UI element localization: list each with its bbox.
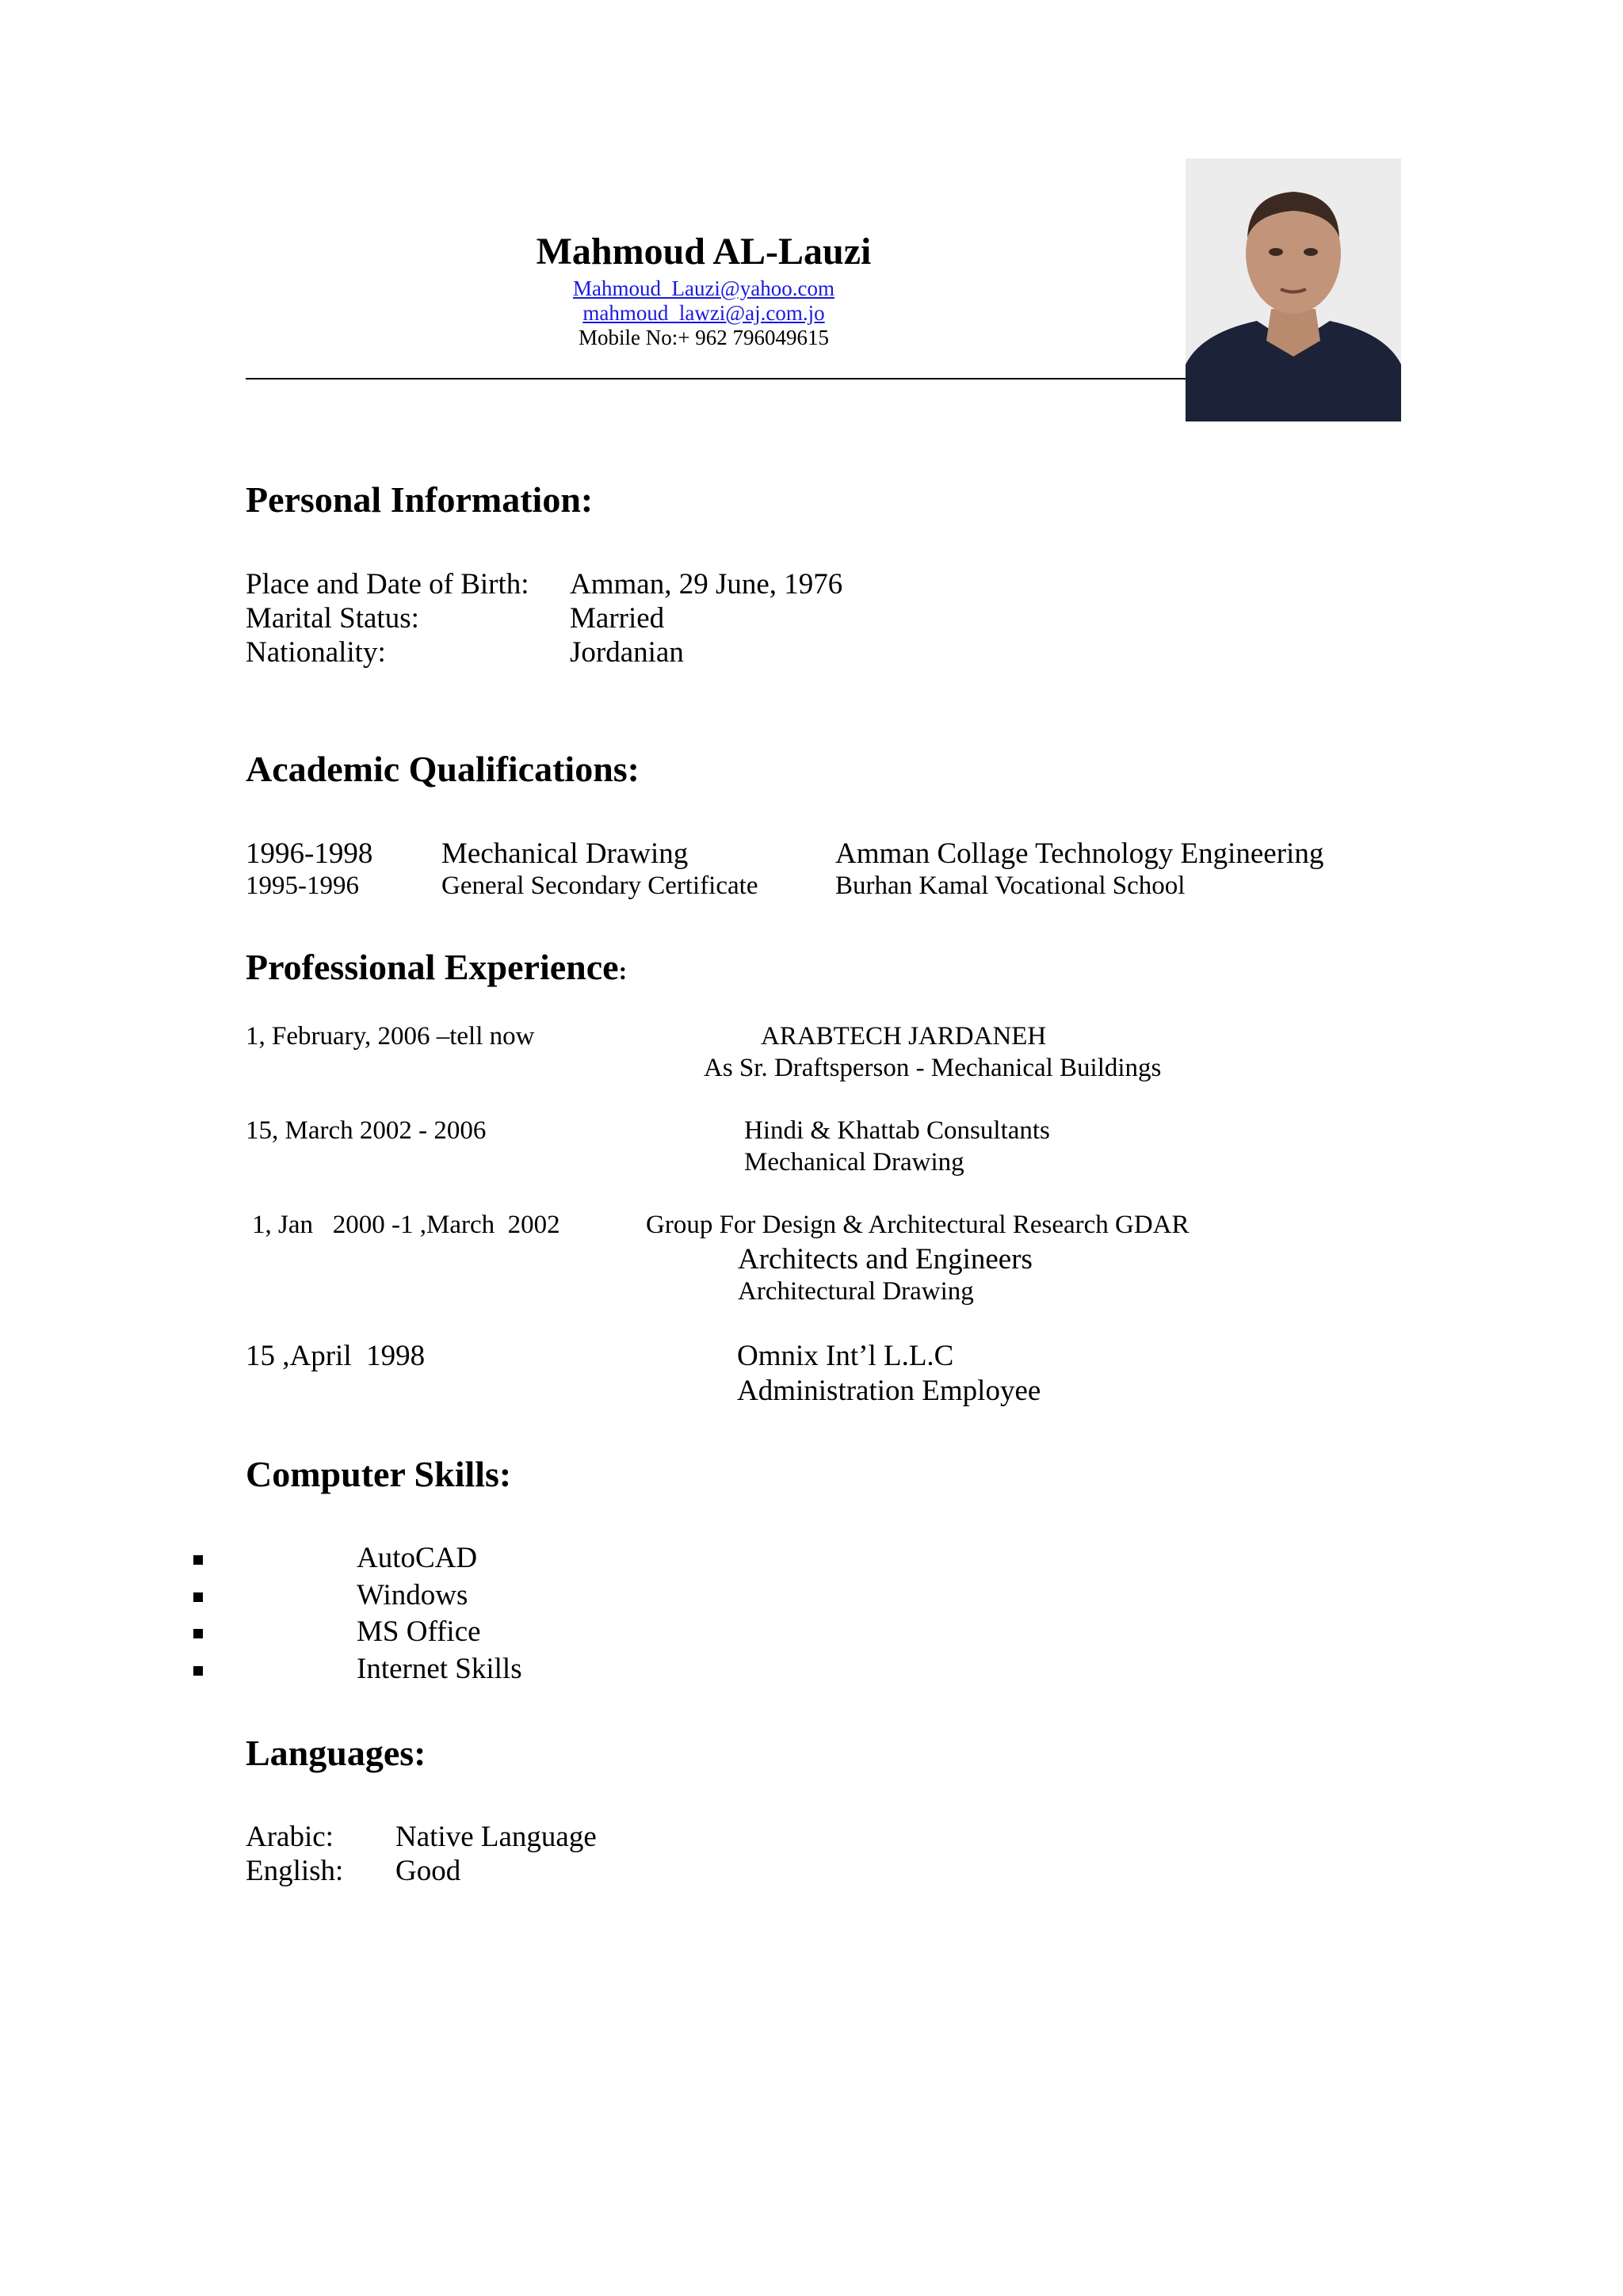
skill-item: Windows — [357, 1579, 468, 1611]
job-1-company: ARABTECH JARDANEH — [761, 1022, 1047, 1051]
academic-years-2: 1995-1996 — [246, 871, 359, 900]
language-english-level: Good — [395, 1855, 461, 1887]
academic-institution-2: Burhan Kamal Vocational School — [835, 871, 1186, 900]
skill-item: Internet Skills — [357, 1653, 522, 1685]
job-1-date: 1, February, 2006 –tell now — [246, 1022, 535, 1051]
job-3-subtitle: Architects and Engineers — [738, 1243, 1033, 1276]
language-arabic: Arabic: — [246, 1821, 334, 1853]
academic-program-2: General Secondary Certificate — [441, 871, 758, 900]
skill-item: AutoCAD — [357, 1542, 478, 1574]
job-3-date: 1, Jan 2000 -1 ,March 2002 — [252, 1211, 560, 1239]
birth-value: Amman, 29 June, 1976 — [570, 568, 843, 601]
birth-label: Place and Date of Birth: — [246, 568, 529, 601]
experience-heading-colon: : — [618, 956, 628, 985]
skill-item: MS Office — [357, 1615, 481, 1648]
academic-heading: Academic Qualifications: — [246, 749, 640, 789]
nationality-label: Nationality: — [246, 636, 386, 669]
marital-label: Marital Status: — [246, 602, 419, 635]
marital-value: Married — [570, 602, 665, 635]
nationality-value: Jordanian — [570, 636, 684, 669]
job-2-title: Mechanical Drawing — [744, 1148, 964, 1177]
languages-heading: Languages: — [246, 1733, 426, 1773]
bullet-icon — [193, 1629, 203, 1638]
job-2-date: 15, March 2002 - 2006 — [246, 1116, 487, 1145]
language-english: English: — [246, 1855, 344, 1887]
academic-years-1: 1996-1998 — [246, 837, 373, 870]
job-3-title: Architectural Drawing — [738, 1277, 974, 1306]
profile-photo — [1186, 158, 1401, 421]
experience-heading — [246, 946, 627, 988]
bullet-icon — [193, 1666, 203, 1676]
email-link-yahoo[interactable]: Mahmoud_Lauzi@yahoo.com — [572, 277, 835, 300]
job-4-title: Administration Employee — [737, 1375, 1041, 1407]
job-3-company: Group For Design & Architectural Research GDAR — [646, 1211, 1190, 1239]
experience-heading-text: Professional Experience — [246, 947, 619, 987]
bullet-icon — [193, 1555, 203, 1565]
job-4-company: Omnix Int’l L.L.C — [737, 1340, 954, 1372]
job-4-date: 15 ,April 1998 — [246, 1340, 426, 1372]
bullet-icon — [193, 1592, 203, 1602]
academic-institution-1: Amman Collage Technology Engineering — [835, 837, 1324, 870]
personal-info-heading: Personal Information: — [246, 479, 594, 520]
academic-program-1: Mechanical Drawing — [441, 837, 689, 870]
skills-heading: Computer Skills: — [246, 1454, 512, 1494]
mobile-number: Mobile No:+ 962 796049615 — [579, 326, 829, 349]
email-link-aj[interactable]: mahmoud_lawzi@aj.com.jo — [582, 301, 825, 325]
job-2-company: Hindi & Khattab Consultants — [744, 1116, 1050, 1145]
job-1-title: As Sr. Draftsperson - Mechanical Buildings — [704, 1054, 1162, 1082]
candidate-name: Mahmoud AL-Lauzi — [536, 231, 872, 273]
language-arabic-level: Native Language — [395, 1821, 597, 1853]
header-divider — [246, 378, 1187, 379]
